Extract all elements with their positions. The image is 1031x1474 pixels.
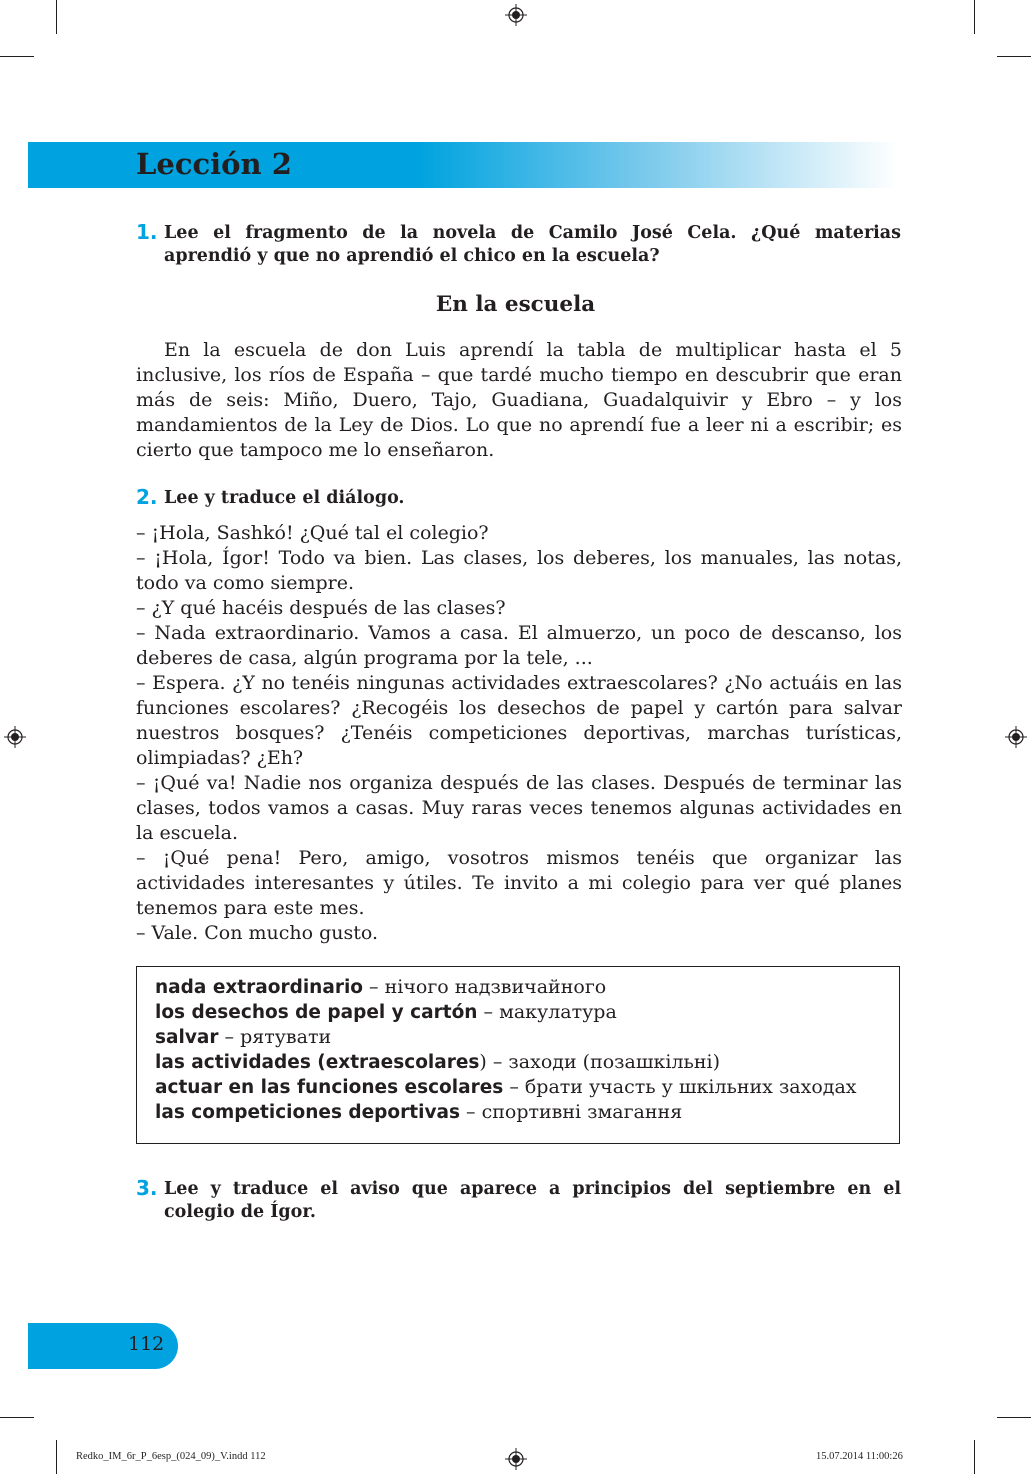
vocabulary-term: las competiciones deportivas bbox=[155, 1102, 460, 1123]
vocabulary-term: las actividades (extraescolares bbox=[155, 1052, 480, 1073]
vocabulary-item bbox=[155, 1075, 857, 1100]
page-number: 112 bbox=[128, 1333, 165, 1355]
vocabulary-item bbox=[155, 1025, 857, 1050]
dialogue-line: – ¡Hola, Ígor! Todo va bien. Las clases, los deberes, los manuales, las notas, todo va como siempre. bbox=[136, 547, 902, 594]
vocabulary-item bbox=[155, 1050, 857, 1075]
vocabulary-term: los desechos de papel y cartón bbox=[155, 1002, 478, 1023]
vocabulary-translation: – нічого надзвичайного bbox=[363, 976, 607, 998]
story-paragraph: En la escuela de don Luis aprendí la tabla de multiplicar hasta el 5 inclusive, los ríos de España – que tardé mucho tiempo en descubrir que eran más de seis: Miño, Duero, Tajo, Guadiana, Guadalquivir y Ebro – y los mandamientos de la Ley de Dios. Lo que no aprendí fue a leer ni a escribir; es cierto que tampoco me lo enseñaron. bbox=[136, 339, 902, 461]
vocabulary-item bbox=[155, 1100, 857, 1125]
dialogue-line: – Espera. ¿Y no tenéis ningunas actividades extraescolares? ¿No actuáis en las funciones escolares? ¿Recogéis los desechos de papel y cartón para salvar nuestros bosques? ¿Tenéis competiciones deportivas, marchas turísticas, olimpiadas? ¿Eh? bbox=[136, 672, 902, 769]
crop-mark-bottom-right-vertical bbox=[974, 1440, 975, 1474]
dialogue-line: – Vale. Con mucho gusto. bbox=[136, 922, 379, 944]
vocabulary-term: actuar en las funciones escolares bbox=[155, 1077, 504, 1098]
registration-mark-icon bbox=[1005, 726, 1027, 748]
task-1-number: 1. bbox=[136, 220, 158, 244]
registration-mark-icon bbox=[505, 1448, 527, 1470]
registration-mark-icon bbox=[4, 726, 26, 748]
crop-mark-bottom-left-horizontal bbox=[0, 1417, 34, 1418]
crop-mark-bottom-right-horizontal bbox=[997, 1417, 1031, 1418]
task-3-number: 3. bbox=[136, 1176, 158, 1200]
vocabulary-term: salvar bbox=[155, 1027, 219, 1048]
registration-mark-icon bbox=[505, 4, 527, 26]
vocabulary-item bbox=[155, 1000, 857, 1025]
task-3-instruction: Lee y traduce el aviso que aparece a principios del septiembre en el colegio de Ígor. bbox=[164, 1179, 901, 1222]
vocabulary-translation: – рятувати bbox=[218, 1026, 332, 1048]
dialogue-line: – ¡Qué pena! Pero, amigo, vosotros mismos tenéis que organizar las actividades interesantes y útiles. Te invito a mi colegio para ver qué planes tenemos para este mes. bbox=[136, 847, 902, 919]
vocabulary-term: nada extraordinario bbox=[155, 977, 363, 998]
lesson-title: Lección 2 bbox=[136, 147, 292, 181]
vocabulary-list bbox=[155, 975, 857, 1125]
slug-timestamp: 15.07.2014 11:00:26 bbox=[816, 1451, 903, 1462]
dialogue-line: – ¿Y qué hacéis después de las clases? bbox=[136, 597, 506, 619]
vocabulary-translation: – спортивні змагання bbox=[460, 1101, 683, 1123]
vocabulary-box bbox=[136, 966, 900, 1144]
vocabulary-translation: – макулатура bbox=[477, 1001, 617, 1023]
crop-mark-top-left-vertical bbox=[56, 0, 57, 34]
dialogue-line: – Nada extraordinario. Vamos a casa. El almuerzo, un poco de descanso, los deberes de casa, algún programa por la tele, ... bbox=[136, 622, 902, 669]
crop-mark-top-right-vertical bbox=[974, 0, 975, 34]
slug-filename: Redko_IM_6r_P_6esp_(024_09)_V.indd 112 bbox=[76, 1451, 266, 1462]
story-title: En la escuela bbox=[435, 292, 596, 317]
dialogue bbox=[136, 521, 902, 946]
crop-mark-bottom-left-vertical bbox=[56, 1440, 57, 1474]
vocabulary-item bbox=[155, 975, 857, 1000]
task-2-number: 2. bbox=[136, 485, 158, 509]
dialogue-line: – ¡Qué va! Nadie nos organiza después de las clases. Después de terminar las clases, todos vamos a casas. Muy raras veces tenemos algunas actividades en la escuela. bbox=[136, 772, 902, 844]
dialogue-line: – ¡Hola, Sashkó! ¿Qué tal el colegio? bbox=[136, 522, 489, 544]
crop-mark-top-left-horizontal bbox=[0, 56, 34, 57]
task-1-instruction: Lee el fragmento de la novela de Camilo José Cela. ¿Qué materias aprendió y que no aprendió el chico en la escuela? bbox=[164, 223, 901, 266]
vocabulary-translation: – брати участь у шкільних заходах bbox=[503, 1076, 857, 1098]
crop-mark-top-right-horizontal bbox=[997, 56, 1031, 57]
task-2-instruction: Lee y traduce el diálogo. bbox=[164, 488, 405, 508]
vocabulary-translation: ) – заходи (позашкільні) bbox=[479, 1051, 721, 1073]
